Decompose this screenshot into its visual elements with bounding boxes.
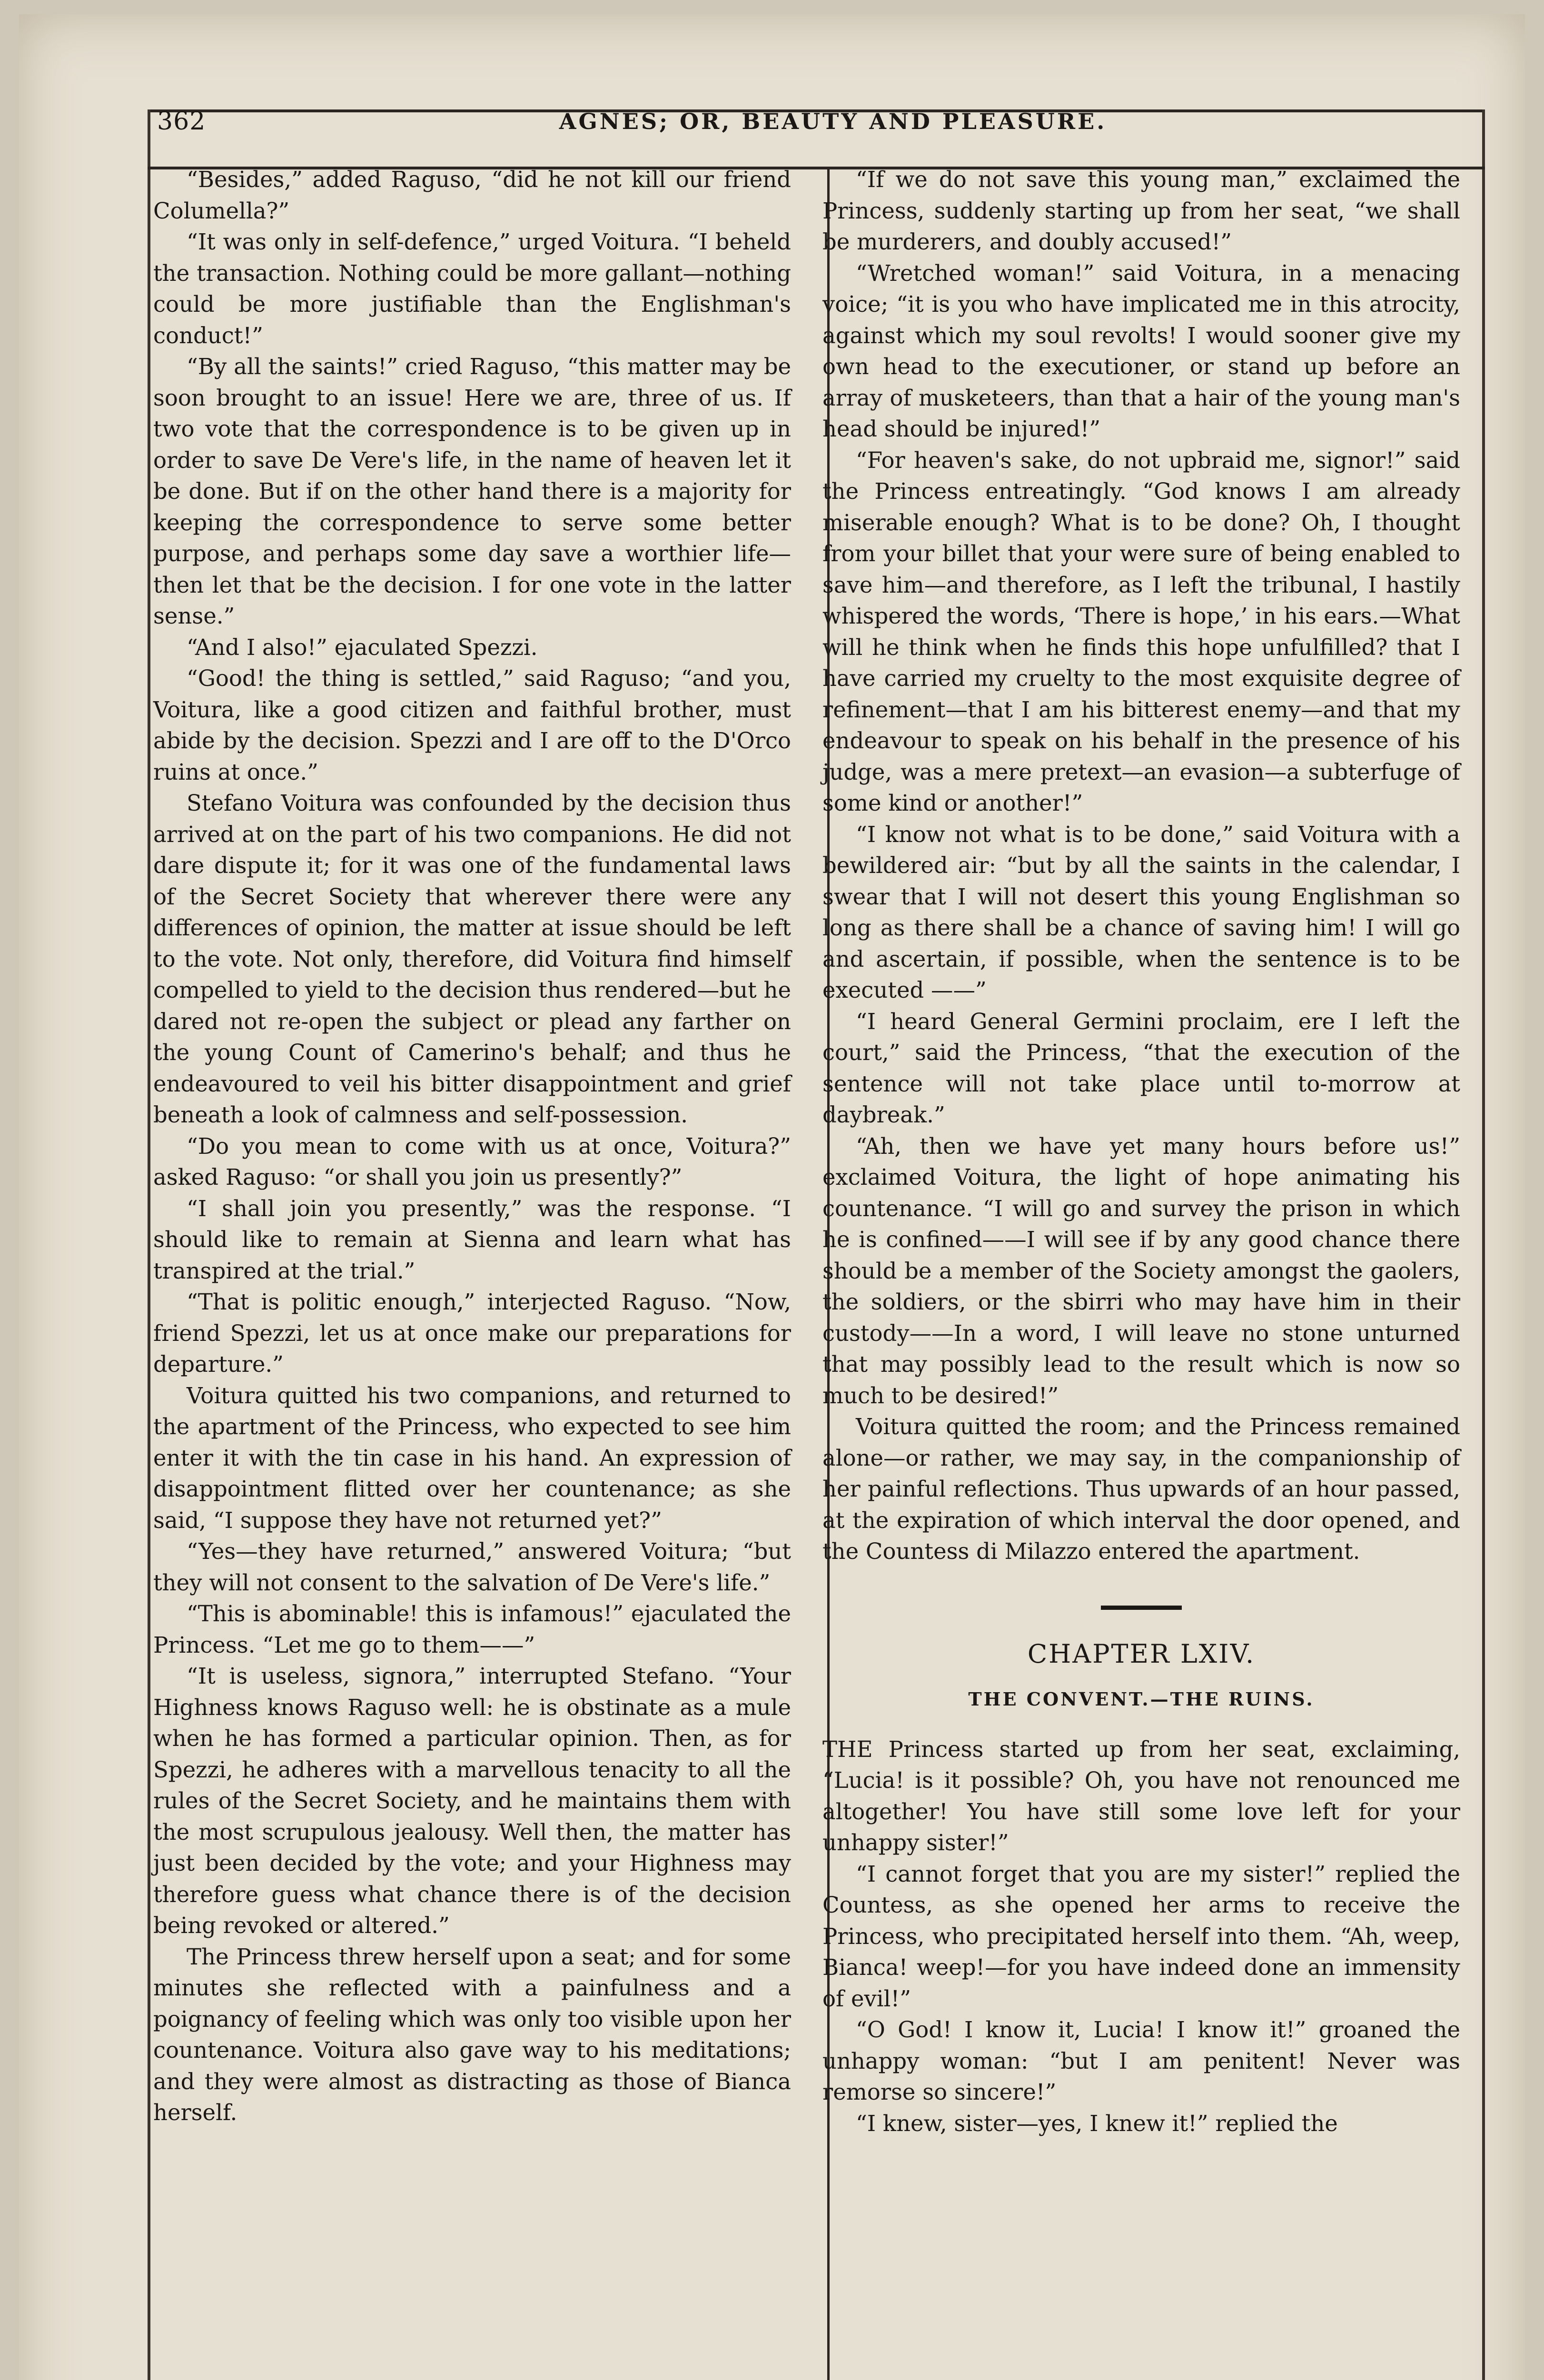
chapter-ornament-rule [1101,1606,1182,1610]
paragraph: “That is politic enough,” interjected Raguso. “Now, friend Spezzi, let us at once make our preparations for departure.” [153,1289,791,1377]
paragraph: Stefano Voitura was confounded by the decision thus arrived at on the part of his two companions. He did not dare dispute it; for it was one of the fundamental laws of the Secret Society that wherever there were any differences of opinion, the matter at issue should be left to the vote. Not only, therefore, did Voitura find himself compelled to yield to the decision thus rendered—but he dared not re-open the subject or plead any farther on the young Count of Camerino's behalf; and thus he endeavoured to veil his bitter disappointment and grief beneath a look of calmness and self-possession. [153,790,791,1128]
running-title: AGNES; OR, BEAUTY AND PLEASURE. [559,109,1107,134]
right-column [822,164,1460,2139]
paragraph: “If we do not save this young man,” exclaimed the Princess, suddenly starting up from her seat, “we shall be murderers, and doubly accused!” [822,167,1460,255]
paragraph: “I shall join you presently,” was the response. “I should like to remain at Sienna and learn what has transpired at the trial.” [153,1195,791,1284]
paragraph: “Do you mean to come with us at once, Voitura?” asked Raguso: “or shall you join us presently?” [153,1133,791,1190]
page-number: 362 [157,107,206,136]
chapter-heading [822,1606,1460,1715]
paragraph: Voitura quitted the room; and the Princess remained alone—or rather, we may say, in the companionship of her painful reflections. Thus upwards of an hour passed, at the expiration of which interval the door opened, and the Countess di Milazzo entered the apartment. [822,1414,1460,1564]
paragraph: “I cannot forget that you are my sister!” replied the Countess, as she opened her arms to receive the Princess, who precipitated herself into them. “Ah, weep, Bianca! weep!—for you have indeed done an immensity of evil!” [822,1861,1460,2012]
chapter-subtitle: THE CONVENT.—THE RUINS. [968,1688,1315,1710]
paragraph: “And I also!” ejaculated Spezzi. [187,634,538,660]
paragraph: “This is abominable! this is infamous!” ejaculated the Princess. “Let me go to them——” [153,1601,791,1658]
paragraph: “O God! I know it, Lucia! I know it!” groaned the unhappy woman: “but I am penitent! Never was remorse so sincere!” [822,2017,1460,2105]
paragraph: “I knew, sister—yes, I knew it!” replied the [856,2110,1338,2136]
paragraph: “Wretched woman!” said Voitura, in a menacing voice; “it is you who have implicated me in this atrocity, against which my soul revolts! I would sooner give my own head to the executioner, or stand up before an array of musketeers, than that a hair of the young man's head should be injured!” [822,260,1460,442]
left-column [153,164,791,2129]
paragraph: “For heaven's sake, do not upbraid me, signor!” said the Princess entreatingly. “God knows I am already miserable enough? What is to be done? Oh, I thought from your billet that your were sure of being enabled to save him—and therefore, as I left the tribunal, I hastily whispered the words, ‘There is hope,’ in his ears.—What will he think when he finds this hope unfulfilled? that I have carried my cruelty to the most exquisite degree of refinement—that I am his bitterest enemy—and that my endeavour to speak on his behalf in the presence of his judge, was a mere pretext—an evasion—a subterfuge of some kind or another!” [822,447,1460,816]
paragraph: “Besides,” added Raguso, “did he not kill our friend Columella?” [153,167,791,224]
paragraph: “By all the saints!” cried Raguso, “this matter may be soon brought to an issue! Here we are, three of us. If two vote that the correspondence is to be given up in order to save De Vere's life, in the name of heaven let it be done. But if on the other hand there is a majority for keeping the correspondence to serve some better purpose, and perhaps some day save a worthier life—then let that be the decision. I for one vote in the latter sense.” [153,354,791,629]
paragraph: “I heard General Germini proclaim, ere I left the court,” said the Princess, “that the execution of the sentence will not take place until to-morrow at daybreak.” [822,1008,1460,1128]
paragraph: Voitura quitted his two companions, and returned to the apartment of the Princess, who expected to see him enter it with the tin case in his hand. An expression of disappointment flitted over her countenance; as she said, “I suppose they have not returned yet?” [153,1382,791,1533]
right-border-rule [1482,109,1485,2380]
paragraph: THE Princess started up from her seat, exclaiming, “Lucia! is it possible? Oh, you have not renounced me altogether! You have still some love left for your unhappy sister!” [822,1736,1460,1855]
paragraph: “It is useless, signora,” interrupted Stefano. “Your Highness knows Raguso well: he is obstinate as a mule when he has formed a particular opinion. Then, as for Spezzi, he adheres with a marvellous tenacity to all the rules of the Secret Society, and he maintains them with the most scrupulous jealousy. Well then, the matter has just been decided by the vote; and your Highness may therefore guess what chance there is of the decision being revoked or altered.” [153,1663,791,1938]
paragraph: “Yes—they have returned,” answered Voitura; “but they will not consent to the salvation of De Vere's life.” [153,1538,791,1596]
paragraph: “It was only in self-defence,” urged Voitura. “I beheld the transaction. Nothing could be more gallant—nothing could be more justifiable than the Englishman's conduct!” [153,229,791,348]
paragraph: “I know not what is to be done,” said Voitura with a bewildered air: “but by all the saints in the calendar, I swear that I will not desert this young Englishman so long as there shall be a chance of saving him! I will go and ascertain, if possible, when the sentence is to be executed ——” [822,821,1460,1003]
left-border-rule [148,109,150,2380]
chapter-title: CHAPTER LXIV. [1027,1638,1256,1669]
paragraph: The Princess threw herself upon a seat; and for some minutes she reflected with a painfulness and a poignancy of feeling which was only too visible upon her countenance. Voitura also gave way to his meditations; and they were almost as distracting as those of Bianca herself. [153,1944,791,2125]
paragraph: “Good! the thing is settled,” said Raguso; “and you, Voitura, like a good citizen and faithful brother, must abide by the decision. Spezzi and I are off to the D'Orco ruins at once.” [153,665,791,785]
paragraph: “Ah, then we have yet many hours before us!” exclaimed Voitura, the light of hope animating his countenance. “I will go and survey the prison in which he is confined——I will see if by any good chance there should be a member of the Society amongst the gaolers, the soldiers, or the sbirri who may have him in their custody——In a word, I will leave no stone unturned that may possibly lead to the result which is now so much to be desired!” [822,1133,1460,1408]
